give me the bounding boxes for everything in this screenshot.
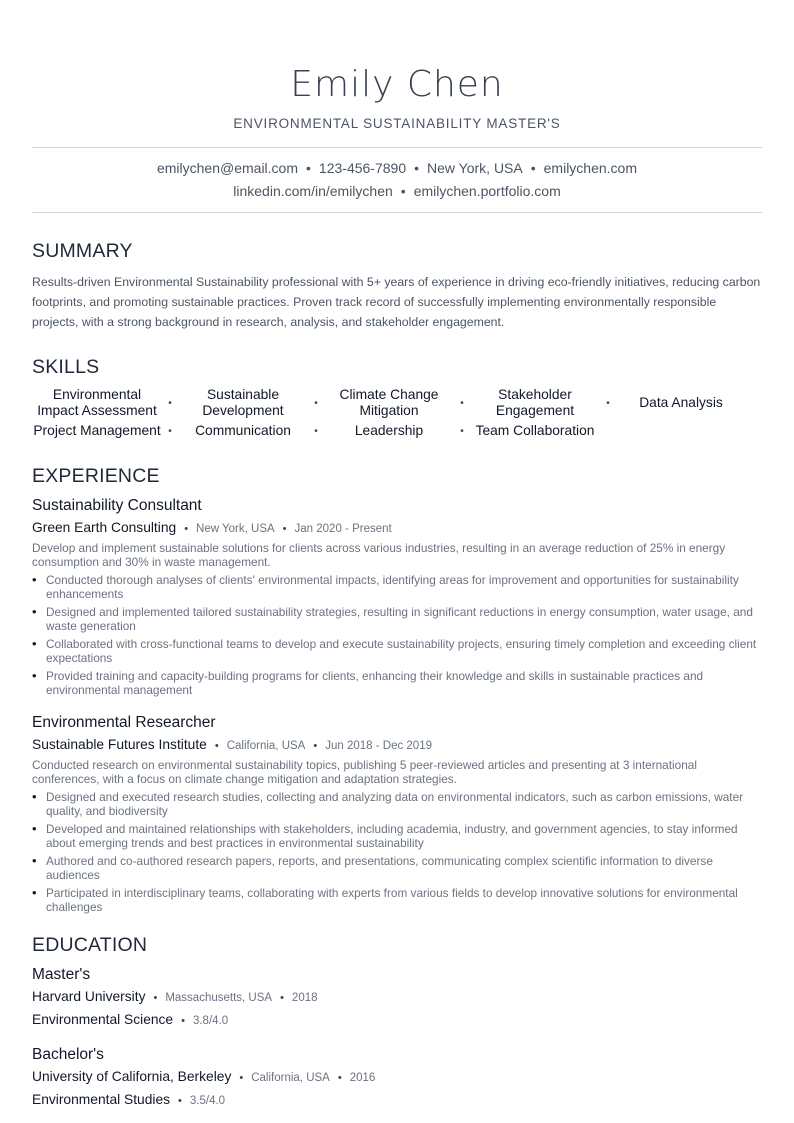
skill-separator-dot: • xyxy=(168,397,172,409)
meta-separator-dot: • xyxy=(239,1072,244,1084)
skill-item: Communication xyxy=(195,423,291,438)
education-degree: Master's xyxy=(32,966,91,983)
job-entry xyxy=(32,713,762,914)
skill-item: Climate Change Mitigation xyxy=(339,387,439,418)
skills-row-2 xyxy=(32,423,762,439)
job-bullet: • Conducted thorough analyses of clients' environmental impacts, identifying areas for improvement and opportunities for sustainability enhancements xyxy=(32,573,762,601)
job-bullet: • Authored and co-authored research papers, reports, and presentations, communicating complex scientific information to diverse audiences xyxy=(32,854,762,882)
education-degree: Bachelor's xyxy=(32,1046,104,1063)
education-location: California, USA xyxy=(251,1072,330,1084)
contact-portfolio[interactable]: emilychen.portfolio.com xyxy=(413,183,561,199)
contact-location: New York, USA xyxy=(427,160,523,176)
meta-separator-dot: • xyxy=(313,740,318,752)
skill-item: Project Management xyxy=(33,423,161,438)
education-heading: EDUCATION xyxy=(32,934,148,956)
contact-line-1 xyxy=(32,157,762,180)
meta-separator-dot: • xyxy=(214,740,219,752)
contact-website[interactable]: emilychen.com xyxy=(543,160,638,176)
contact-block xyxy=(32,148,762,212)
candidate-name: Emily Chen xyxy=(290,64,504,105)
education-field: Environmental Studies xyxy=(32,1092,171,1107)
candidate-subtitle: ENVIRONMENTAL SUSTAINABILITY MASTER'S xyxy=(233,116,561,131)
meta-separator-dot: • xyxy=(178,1095,182,1107)
job-dates: Jun 2018 - Dec 2019 xyxy=(325,740,432,752)
education-field-line xyxy=(32,1090,762,1111)
education-location: Massachusetts, USA xyxy=(165,992,273,1004)
skill-item: Environmental Impact Assessment xyxy=(37,387,157,418)
contact-separator: • xyxy=(530,160,536,176)
job-title: Environmental Researcher xyxy=(32,714,216,731)
experience-heading: EXPERIENCE xyxy=(32,465,160,487)
skill-separator-dot: • xyxy=(314,425,318,437)
job-description: Conducted research on environmental sustainability topics, publishing 5 peer-reviewed articles and presenting at 3 international conferences, with a focus on climate change mitigation and adaptation strategies. xyxy=(32,758,697,786)
resume-header xyxy=(32,0,762,131)
education-entry xyxy=(32,965,762,1031)
job-bullet: • Designed and executed research studies, collecting and analyzing data on environmental indicators, such as carbon emissions, water quality, and biodiversity xyxy=(32,790,762,818)
meta-separator-dot: • xyxy=(337,1072,342,1084)
job-bullet-list xyxy=(32,573,762,697)
meta-separator-dot: • xyxy=(280,992,284,1004)
skills-row-1 xyxy=(32,387,762,419)
contact-phone[interactable]: 123-456-7890 xyxy=(318,160,407,176)
meta-separator-dot: • xyxy=(184,523,189,535)
job-company: Sustainable Futures Institute xyxy=(32,737,207,752)
job-bullet-list xyxy=(32,790,762,914)
education-gpa: 3.5/4.0 xyxy=(189,1095,226,1107)
summary-heading: SUMMARY xyxy=(32,240,133,262)
job-bullet: • Designed and implemented tailored sustainability strategies, resulting in significant reductions in energy consumption, water usage, and waste generation xyxy=(32,605,762,633)
contact-separator: • xyxy=(400,183,406,199)
job-meta xyxy=(32,519,762,538)
skill-separator-dot: • xyxy=(460,397,464,409)
skill-separator-dot: • xyxy=(168,425,172,437)
job-bullet: • Collaborated with cross-functional teams to develop and execute sustainability projects, ensuring timely completion and exceeding client expectations xyxy=(32,637,762,665)
education-field-line xyxy=(32,1010,762,1031)
skill-item: Sustainable Development xyxy=(202,387,284,418)
job-bullet: • Developed and maintained relationships with stakeholders, including academia, industry, and government agencies, to stay informed about emerging trends and best practices in environmental sustainability xyxy=(32,822,762,850)
job-title: Sustainability Consultant xyxy=(32,497,202,514)
contact-separator: • xyxy=(414,160,420,176)
skill-item: Stakeholder Engagement xyxy=(495,387,575,418)
skill-separator-dot: • xyxy=(460,425,464,437)
job-description: Develop and implement sustainable solutions for clients across various industries, resulting in an average reduction of 25% in energy consumption and 30% in waste management. xyxy=(32,541,726,569)
meta-separator-dot: • xyxy=(153,992,158,1004)
education-year: 2016 xyxy=(349,1072,376,1084)
education-school-line xyxy=(32,987,762,1008)
skills-heading: SKILLS xyxy=(32,356,100,378)
job-meta xyxy=(32,736,762,755)
skill-item: Leadership xyxy=(354,423,424,438)
job-company: Green Earth Consulting xyxy=(32,520,177,535)
skill-item: Data Analysis xyxy=(639,395,723,410)
skill-item: Team Collaboration xyxy=(475,423,595,438)
header-divider-bottom xyxy=(32,212,762,213)
job-dates: Jan 2020 - Present xyxy=(294,523,392,535)
job-entry xyxy=(32,496,762,697)
meta-separator-dot: • xyxy=(181,1015,185,1027)
job-bullet: • Provided training and capacity-building programs for clients, enhancing their knowledge and skills in sustainable practices and environmental management xyxy=(32,669,762,697)
contact-separator: • xyxy=(306,160,311,176)
education-school: Harvard University xyxy=(32,989,146,1004)
job-location: New York, USA xyxy=(196,523,275,535)
summary-text: Results-driven Environmental Sustainability professional with 5+ years of experience in driving eco-friendly initiatives, reducing carbon footprints, and promoting sustainable practices. Proven track record of successfully implementing environmentally responsible projects, with a strong background in research, analysis, and stakeholder engagement. xyxy=(32,275,761,329)
skill-separator-dot: • xyxy=(314,397,318,409)
education-field: Environmental Science xyxy=(32,1012,174,1027)
education-gpa: 3.8/4.0 xyxy=(192,1015,229,1027)
education-year: 2018 xyxy=(291,992,318,1004)
education-school-line xyxy=(32,1067,762,1088)
meta-separator-dot: • xyxy=(282,523,287,535)
job-bullet: • Participated in interdisciplinary teams, collaborating with experts from various fields to develop innovative solutions for environmental challenges xyxy=(32,886,762,914)
education-entry xyxy=(32,1045,762,1111)
contact-line-2 xyxy=(32,180,762,203)
education-school: University of California, Berkeley xyxy=(32,1069,232,1084)
contact-email[interactable]: emilychen@email.com xyxy=(156,160,299,176)
contact-linkedin[interactable]: linkedin.com/in/emilychen xyxy=(233,183,393,199)
job-location: California, USA xyxy=(226,740,306,752)
skill-separator-dot: • xyxy=(606,397,610,409)
